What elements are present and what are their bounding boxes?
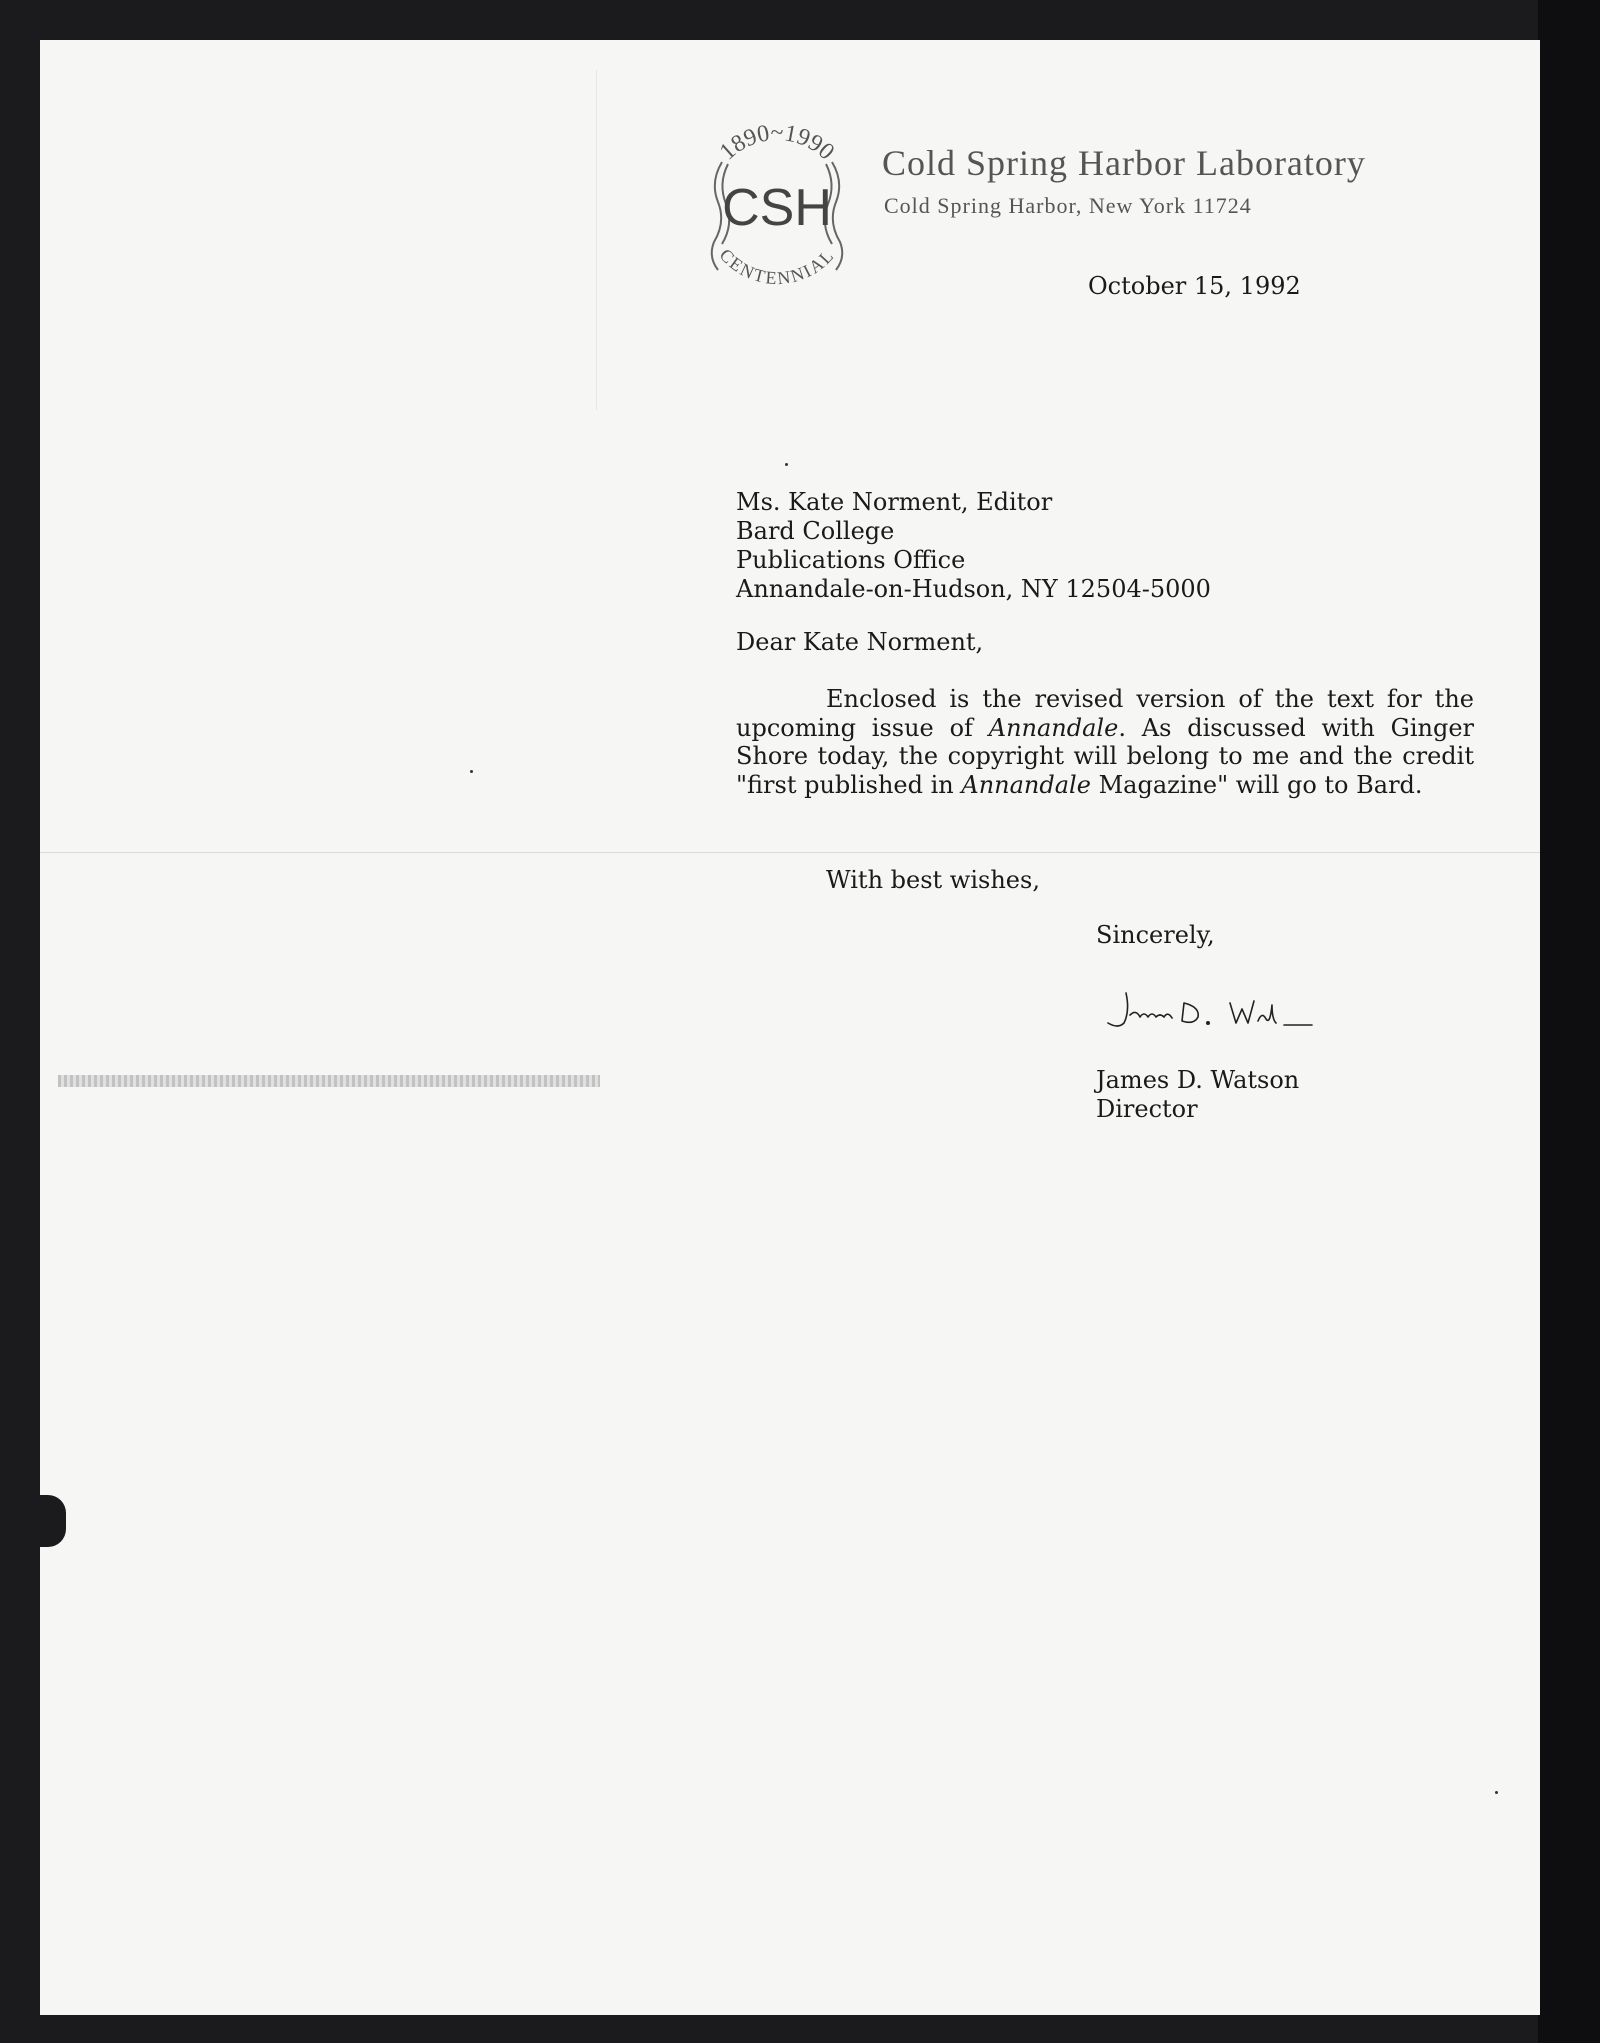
fold-crease-vertical [596, 70, 597, 410]
closing-wishes: With best wishes, [826, 866, 1040, 894]
signer-title: Director [1096, 1095, 1198, 1123]
body-italic-title: Annandale [961, 770, 1091, 799]
recipient-line: Publications Office [736, 546, 966, 574]
signer-name: James D. Watson [1096, 1066, 1300, 1094]
seal-years: 1890~1990 [714, 120, 840, 166]
recipient-line: Bard College [736, 517, 895, 545]
body-text: Magazine" will go to Bard. [1090, 770, 1423, 799]
svg-text:CENTENNIAL [716, 245, 839, 289]
letter-date: October 15, 1992 [1088, 272, 1301, 300]
recipient-line: Annandale-on-Hudson, NY 12504-5000 [736, 575, 1211, 603]
fold-crease-horizontal [40, 852, 1540, 853]
svg-text:1890~1990 [715, 120, 839, 165]
csh-centennial-seal-logo [682, 112, 872, 302]
body-text: Enclosed is the revised version of the text for the upcoming issue of [736, 685, 1474, 742]
handwritten-signature [1100, 985, 1320, 1045]
scan-artifact-stripe [58, 1075, 600, 1087]
closing: Sincerely, [1096, 921, 1215, 949]
letter-body [736, 685, 1474, 799]
speck [785, 463, 788, 466]
letter-page [40, 40, 1540, 2015]
recipient-address [736, 488, 1211, 604]
body-italic-title: Annandale [988, 713, 1119, 742]
punch-hole [40, 1495, 66, 1547]
speck [470, 770, 473, 773]
body-text: . As discussed with Ginger Shore today, the copyright will belong to me and the credit "first published in [736, 713, 1474, 799]
background-edge [1538, 0, 1600, 2043]
recipient-line: Ms. Kate Norment, Editor [736, 488, 1053, 516]
letterhead-address: Cold Spring Harbor, New York 11724 [884, 193, 1252, 218]
salutation: Dear Kate Norment, [736, 628, 984, 656]
seal-initials: CSH [722, 179, 832, 237]
speck [1495, 1791, 1498, 1794]
letterhead-organization: Cold Spring Harbor Laboratory [882, 143, 1366, 183]
seal-word: CENTENNIAL [715, 244, 839, 289]
